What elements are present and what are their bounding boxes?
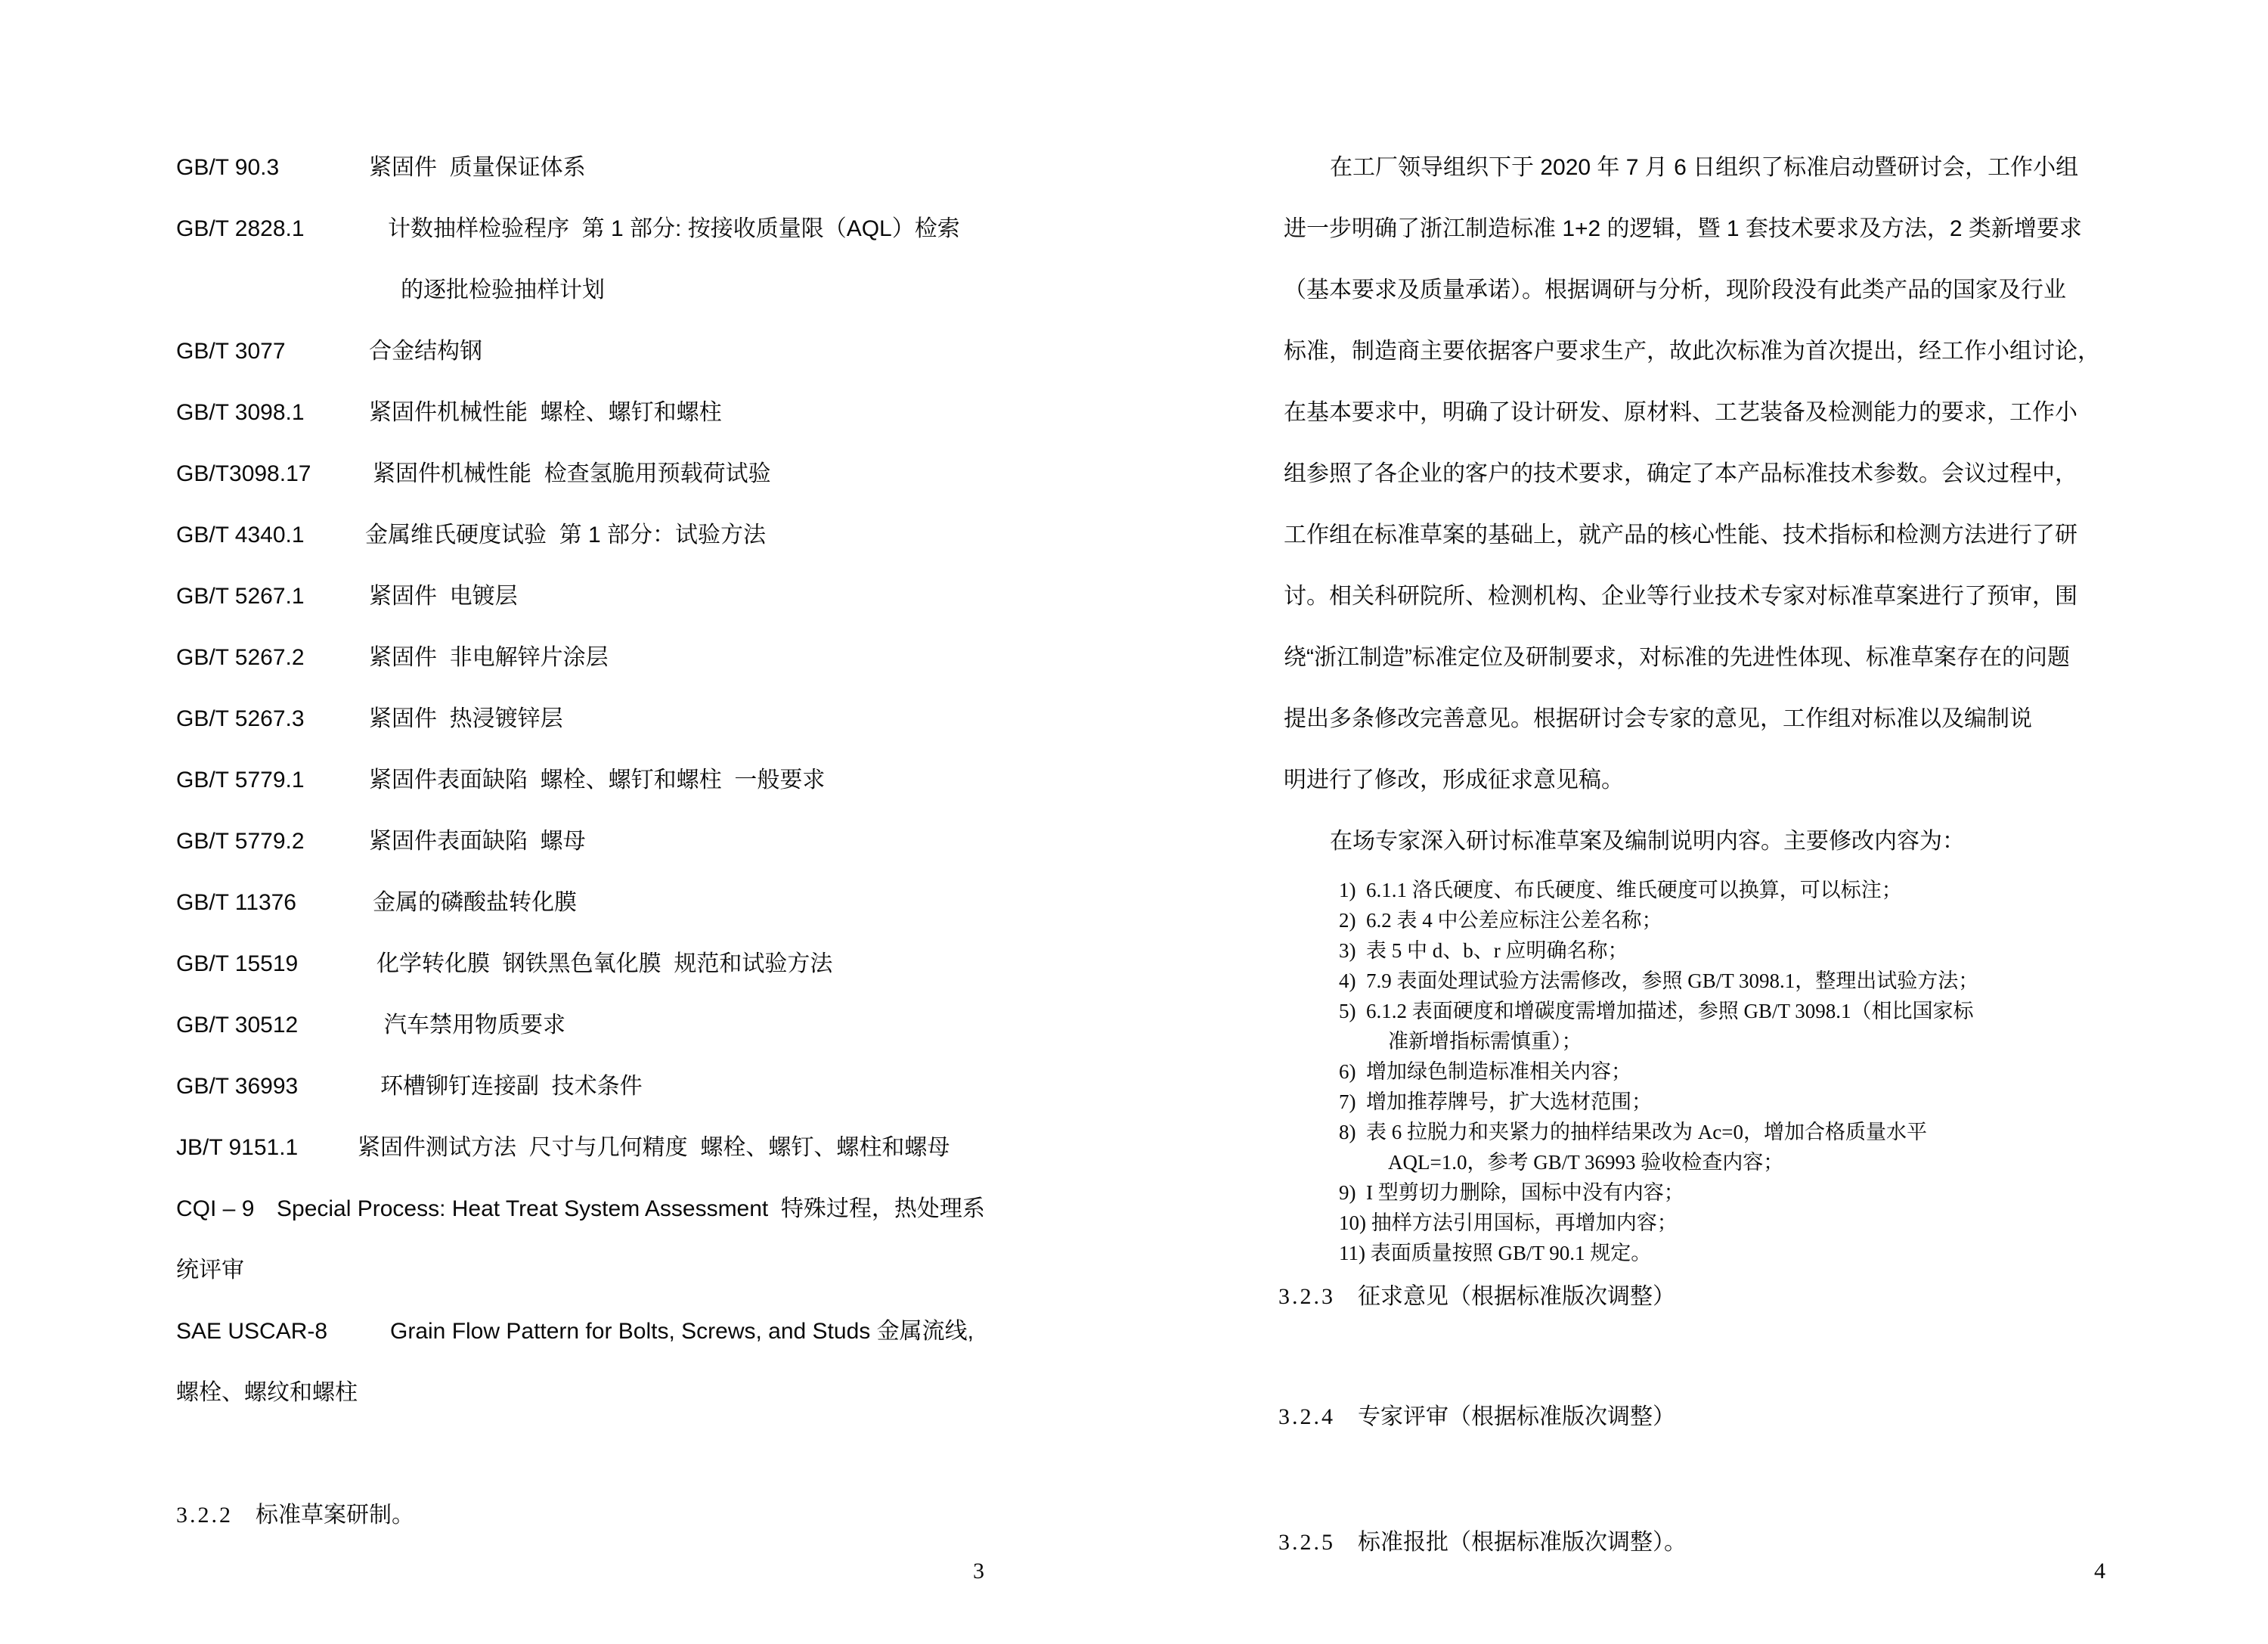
section-heading-3-2-3	[1278, 1285, 1675, 1309]
revision-list-item: 11) 表面质量按照 GB/T 90.1 规定。	[1339, 1242, 1652, 1264]
standard-title: 紧固件测试方法 尺寸与几何精度 螺栓、螺钉、螺柱和螺母	[358, 1135, 950, 1160]
standard-title: 计数抽样检验程序 第 1 部分: 按接收质量限（AQL）检索	[388, 216, 960, 241]
standard-title: 紧固件表面缺陷 螺栓、螺钉和螺柱 一般要求	[369, 768, 826, 793]
standard-code: GB/T 15519	[176, 951, 299, 976]
section-number: 3.2.2	[176, 1503, 233, 1528]
standard-code: GB/T 5779.1	[176, 768, 305, 793]
reference-row	[176, 217, 960, 241]
section-heading-3-2-2	[176, 1503, 414, 1528]
reference-row	[176, 1197, 985, 1221]
revision-list-item: 7) 增加推荐牌号，扩大选材范围；	[1339, 1090, 1652, 1113]
standard-title: Special Process: Heat Treat System Assessment 特殊过程，热处理系	[277, 1196, 985, 1221]
paragraph-line: 提出多条修改完善意见。根据研讨会专家的意见，工作组对标准以及编制说	[1284, 706, 2032, 731]
reference-continuation: 统评审	[176, 1258, 244, 1283]
revision-list-continuation: AQL=1.0，参考 GB/T 36993 验收检查内容；	[1388, 1151, 1784, 1174]
section-title: 标准草案研制。	[256, 1503, 414, 1528]
page-number-right: 4	[2094, 1559, 2105, 1584]
paragraph-line: 在工厂领导组织下于 2020 年 7 月 6 日组织了标准启动暨研讨会，工作小组	[1330, 155, 2079, 180]
section-title: 标准报批（根据标准版次调整）。	[1358, 1530, 1687, 1555]
reference-row	[176, 401, 722, 425]
paragraph-line: （基本要求及质量承诺）。根据调研与分析，现阶段没有此类产品的国家及行业	[1284, 278, 2066, 302]
reference-row	[176, 1136, 950, 1160]
revision-list-item: 8) 表 6 拉脱力和夹紧力的抽样结果改为 Ac=0，增加合格质量水平	[1339, 1121, 1927, 1143]
standard-code: GB/T3098.17	[176, 461, 311, 486]
reference-row	[176, 340, 482, 364]
section-heading-3-2-5	[1278, 1531, 1687, 1555]
standard-code: GB/T 5779.2	[176, 829, 305, 854]
standard-code: JB/T 9151.1	[176, 1135, 299, 1160]
standard-code: CQI – 9	[176, 1196, 255, 1221]
section-number: 3.2.4	[1278, 1404, 1335, 1429]
reference-continuation: 的逐批检验抽样计划	[401, 278, 605, 302]
revision-list-item: 4) 7.9 表面处理试验方法需修改，参照 GB/T 3098.1，整理出试验方法；	[1339, 969, 1979, 992]
reference-row	[176, 768, 825, 793]
paragraph-line: 工作组在标准草案的基础上，就产品的核心性能、技术指标和检测方法进行了研	[1284, 523, 2077, 547]
reference-row	[176, 1075, 643, 1099]
reference-continuation: 螺栓、螺纹和螺柱	[176, 1380, 358, 1405]
standard-title: 金属的磷酸盐转化膜	[373, 890, 577, 915]
standard-title: 紧固件表面缺陷 螺母	[369, 829, 586, 854]
reference-row	[176, 585, 518, 609]
standard-title: 紧固件机械性能 检查氢脆用预载荷试验	[373, 461, 771, 486]
reference-row	[176, 156, 586, 180]
paragraph-line: 明进行了修改，形成征求意见稿。	[1284, 768, 1624, 793]
standard-code: GB/T 3098.1	[176, 400, 305, 425]
revision-list-item: 10) 抽样方法引用国标，再增加内容；	[1339, 1211, 1678, 1234]
standard-title: 紧固件 电镀层	[369, 584, 518, 609]
reference-row	[176, 1320, 974, 1344]
standard-title: 化学转化膜 钢铁黑色氧化膜 规范和试验方法	[376, 951, 833, 976]
standard-code: GB/T 5267.1	[176, 584, 305, 609]
paragraph-line: 进一步明确了浙江制造标准 1+2 的逻辑，暨 1 套技术要求及方法，2 类新增要求	[1284, 216, 2082, 241]
standard-title: 紧固件机械性能 螺栓、螺钉和螺柱	[369, 400, 722, 425]
standard-title: Grain Flow Pattern for Bolts, Screws, and Studs 金属流线,	[390, 1319, 974, 1344]
reference-row	[176, 952, 832, 976]
standard-code: GB/T 2828.1	[176, 216, 305, 241]
reference-row	[176, 891, 577, 915]
standard-code: SAE USCAR-8	[176, 1319, 328, 1344]
revision-list-item: 6) 增加绿色制造标准相关内容；	[1339, 1060, 1631, 1083]
revision-list-item: 5) 6.1.2 表面硬度和增碳度需增加描述，参照 GB/T 3098.1（相比国家标	[1339, 1000, 1974, 1022]
revision-list-item: 3) 表 5 中 d、b、r 应明确名称；	[1339, 939, 1628, 962]
standard-title: 紧固件 质量保证体系	[369, 155, 586, 180]
paragraph-line: 组参照了各企业的客户的技术要求，确定了本产品标准技术参数。会议过程中，	[1284, 461, 2077, 486]
standard-code: GB/T 4340.1	[176, 523, 305, 547]
section-title: 专家评审（根据标准版次调整）	[1358, 1404, 1675, 1429]
reference-row	[176, 646, 609, 670]
revision-list-continuation: 准新增指标需慎重）；	[1388, 1030, 1582, 1053]
standard-code: GB/T 5267.3	[176, 706, 305, 731]
reference-row	[176, 523, 766, 547]
paragraph-line: 在基本要求中，明确了设计研发、原材料、工艺装备及检测能力的要求，工作小	[1284, 400, 2077, 425]
revision-list-item: 9) I 型剪切力删除，国标中没有内容；	[1339, 1181, 1684, 1204]
standard-title: 紧固件 非电解锌片涂层	[369, 645, 609, 670]
standard-code: GB/T 30512	[176, 1013, 299, 1038]
standard-code: GB/T 5267.2	[176, 645, 305, 670]
standard-code: GB/T 11376	[176, 890, 296, 915]
standard-code: GB/T 90.3	[176, 155, 280, 180]
reference-row	[176, 1013, 565, 1038]
standard-title: 合金结构钢	[369, 339, 482, 364]
reference-row	[176, 707, 563, 731]
reference-row	[176, 462, 771, 486]
standard-title: 环槽铆钉连接副 技术条件	[380, 1074, 643, 1099]
section-heading-3-2-4	[1278, 1405, 1675, 1429]
section-number: 3.2.3	[1278, 1284, 1335, 1309]
standard-code: GB/T 36993	[176, 1074, 299, 1099]
standard-title: 金属维氏硬度试验 第 1 部分：试验方法	[365, 523, 767, 547]
standard-code: GB/T 3077	[176, 339, 286, 364]
reference-row	[176, 830, 586, 854]
paragraph-line: 讨。相关科研院所、检测机构、企业等行业技术专家对标准草案进行了预审，围	[1284, 584, 2077, 609]
section-number: 3.2.5	[1278, 1530, 1335, 1555]
standard-title: 紧固件 热浸镀锌层	[369, 706, 563, 731]
page-number-left: 3	[973, 1559, 984, 1584]
paragraph-line: 在场专家深入研讨标准草案及编制说明内容。主要修改内容为：	[1330, 829, 1965, 854]
revision-list-item: 2) 6.2 表 4 中公差应标注公差名称；	[1339, 909, 1662, 932]
standard-title: 汽车禁用物质要求	[384, 1013, 565, 1038]
section-title: 征求意见（根据标准版次调整）	[1358, 1284, 1675, 1309]
paragraph-line: 标准，制造商主要依据客户要求生产，故此次标准为首次提出，经工作小组讨论，	[1284, 339, 2100, 364]
revision-list-item: 1) 6.1.1 洛氏硬度、布氏硬度、维氏硬度可以换算，可以标注；	[1339, 879, 1902, 901]
paragraph-line: 绕“浙江制造”标准定位及研制要求，对标准的先进性体现、标准草案存在的问题	[1284, 645, 2070, 670]
